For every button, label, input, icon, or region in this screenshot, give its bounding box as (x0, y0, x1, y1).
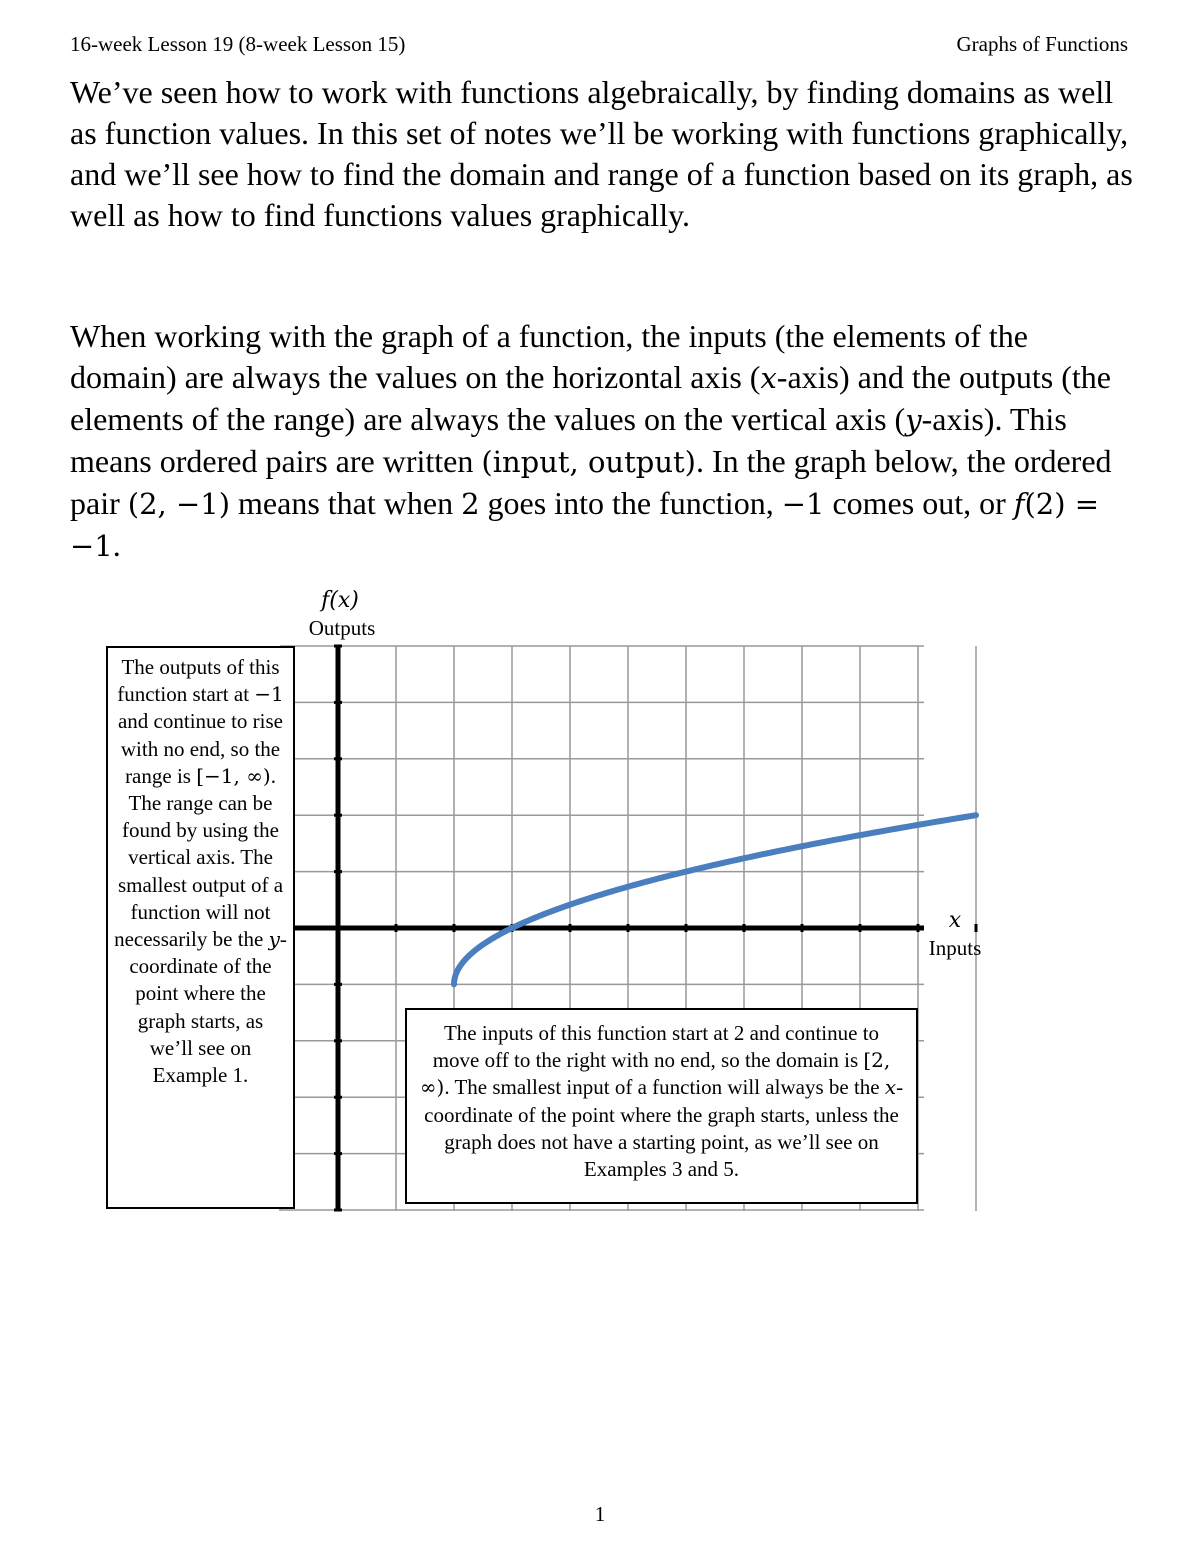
page-number: 1 (594, 1502, 606, 1526)
y-axis-symbol: f(x) (321, 588, 359, 613)
function-curve (454, 815, 976, 984)
y-axis-label: Outputs (308, 616, 376, 640)
intro-paragraph: We’ve seen how to work with functions algebraically, by finding domains as well as function values. In this set of notes we’ll be working with functions graphically, and we’ll see how to find the domain and range of a function based on its graph, as well as how to find functions values graphically. (70, 74, 1133, 233)
inputs-outputs-paragraph: When working with the graph of a function, the inputs (the elements of the domain) are always the values on the horizontal axis (x-axis) and the outputs (the elements of the range) are always the values on the vertical axis (y-axis). This means ordered pairs are written (input, output). In the graph below, the ordered pair (2, −1) means that when 2 goes into the function, −1 comes out, or f(2) = −1. (70, 318, 1112, 563)
range-note: The outputs of this function start at −1 and continue to rise with no end, so the range is [−1, ∞). The range can be found by using the vertical axis. The smallest output of a function will not necessarily be the y-coordinate of the point where the graph starts, as we’ll see on Example 1. (106, 646, 295, 1209)
x-axis-symbol: x (948, 908, 962, 933)
header-title: Graphs of Functions (956, 32, 1128, 56)
x-axis-label: Inputs (928, 936, 982, 960)
domain-note: The inputs of this function start at 2 and continue to move off to the right with no end, so the domain is [2, ∞). The smallest input of a function will always be the x-coordinate of the point where the graph starts, unless the graph does not have a starting point, as we’ll see on Examples 3 and 5. (405, 1008, 918, 1204)
header-lesson: 16-week Lesson 19 (8-week Lesson 15) (70, 32, 406, 56)
